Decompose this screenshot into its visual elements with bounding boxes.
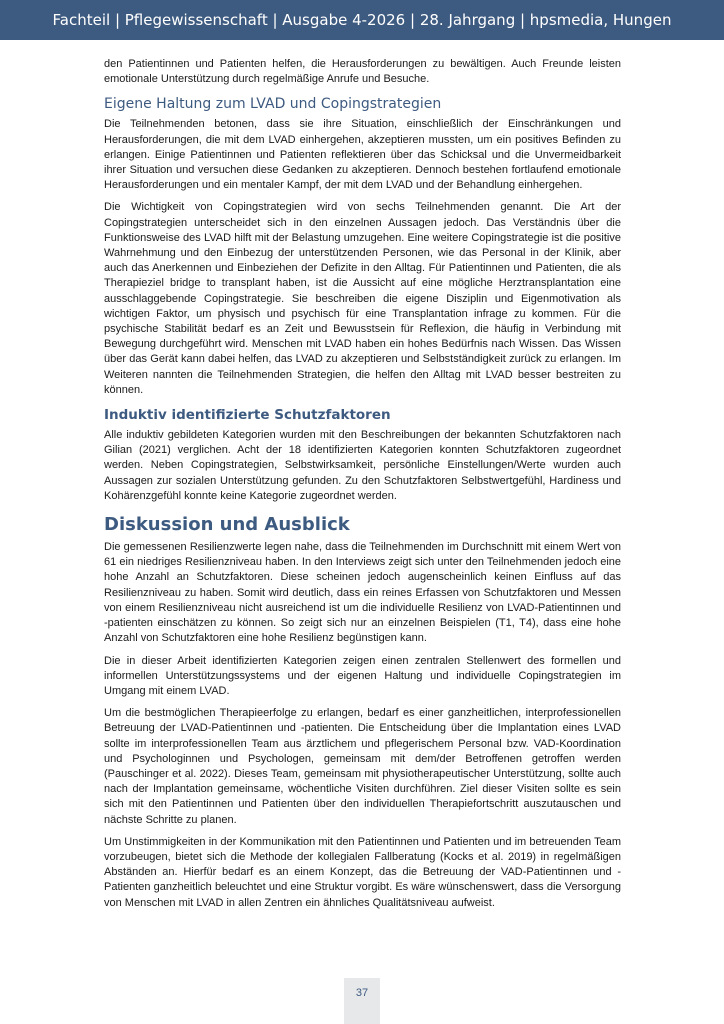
paragraph: Die Wichtigkeit von Copingstrategien wird von sechs Teilnehmenden genannt. Die Art der Copingstrategien unterscheidet sich in den einzelnen Aussagen jedoch. Das Verständnis über die Funktionsweise des LVAD hilft mit der Belastung umzugehen. Eine weitere Copingstrategie ist die positive Wahrnehmung und den Einbezug der unterstützenden Personen, wie das Personal in der Klinik, aber auch das Anerkennen und Einbeziehen der Defizite in den Alltag. Für Patientinnen und Patienten, die als Therapieziel bridge to transplant haben, ist die Aussicht auf eine mögliche Herztransplantation eine ausschlaggebende Copingstrategie. Sie beschreiben die eigene Disziplin und Eigenmotivation als wichtigen Faktor, um physisch und psychisch für eine Transplantation infrage zu kommen. Für die psychische Stabilität bedarf es an Zeit und Bewusstsein für Reflexion, die häufig in Verbindung mit Bewegung durchgeführt wird. Menschen mit LVAD haben ein hohes Bedürfnis nach Wissen. Das Wissen über das Gerät kann dabei helfen, das LVAD zu akzeptieren und Selbstständigkeit zurück zu erlangen. Im Weiteren nannten die Teilnehmenden Strategien, die helfen den Alltag mit LVAD besser bestreiten zu können.	[104, 201, 621, 396]
intro-paragraph: den Patientinnen und Patienten helfen, die Herausforderungen zu bewältigen. Auch Freunde leisten emotionale Unterstützung durch regelmäßige Anrufe und Besuche.	[104, 58, 621, 86]
paragraph: Um die bestmöglichen Therapieerfolge zu erlangen, bedarf es einer ganzheitlichen, interprofessionellen Betreuung der LVAD-Patientinnen und -patienten. Die Entscheidung über die Implantation eines LVAD sollte im interprofessionellen Team aus ärztlichem und pflegerischem Personal bzw. VAD-Koordination und Psychologinnen und Psychologen, gemeinsam mit dem/der Betroffenen getroffen werden (Pauschinger et al. 2022). Dieses Team, gemeinsam mit physiotherapeutischer Unterstützung, sollte auch nach der Implantation gemeinsame, wöchentliche Visiten durchführen. Ziel dieser Visiten sollte es sein sich mit den Patientinnen und Patienten über den individuellen Therapiefortschritt auszutauschen und nächste Schritte zu planen.	[104, 707, 621, 826]
page-number	[344, 978, 380, 1024]
paragraph: Die gemessenen Resilienzwerte legen nahe, dass die Teilnehmenden im Durchschnitt mit einem Wert von 61 ein niedriges Resilienzniveau haben. In den Interviews zeigt sich unter den Teilnehmenden jedoch eine hohe Anzahl an Schutzfaktoren. Diese scheinen jedoch augenscheinlich keinen Einfluss auf das Resilienzniveau zu haben. Somit wird deutlich, dass ein reines Erfassen von Schutzfaktoren und Messen von einem Resilienzniveau nicht ausreichend ist um die individuelle Resilienz von LVAD-Patientinnen und -patienten einschätzen zu können. So zeigt sich nur an einzelnen Beispielen (T1, T4), dass eine hohe Anzahl von Schutzfaktoren eine hohe Resilienz begünstigen kann.	[104, 541, 621, 645]
article-body	[104, 57, 621, 918]
paragraph: Um Unstimmigkeiten in der Kommunikation mit den Patientinnen und Patienten und im betreuenden Team vorzubeugen, bietet sich die Methode der kollegialen Fallberatung (Kocks et al. 2019) in regelmäßigen Abständen an. Hierfür bedarf es an einem Konzept, das die Betreuung der VAD-Patientinnen und -Patienten ganzheitlich beleuchtet und eine Struktur vorgibt. Es wäre wünschenswert, dass die Versorgung von Menschen mit LVAD in allen Zentren ein ähnliches Qualitätsniveau aufweist.	[104, 835, 621, 909]
heading-haltung: Eigene Haltung zum LVAD und Copingstrategien	[104, 96, 442, 113]
page-number-label: 37	[355, 987, 369, 999]
running-title: Fachteil | Pflegewissenschaft | Ausgabe 4-2026 | 28. Jahrgang | hpsmedia, Hungen	[52, 11, 672, 29]
paragraph: Die in dieser Arbeit identifizierten Kategorien zeigen einen zentralen Stellenwert des formellen und informellen Unterstützungssystems und der eigenen Haltung und individuelle Copingstrategien im Umgang mit einem LVAD.	[104, 654, 621, 697]
heading-diskussion: Diskussion und Ausblick	[104, 514, 350, 536]
running-header	[0, 0, 724, 40]
paragraph: Die Teilnehmenden betonen, dass sie ihre Situation, einschließlich der Einschränkungen und Herausforderungen, die mit dem LVAD einhergehen, akzeptieren mussten, um ein positives Befinden zu erlangen. Einige Patientinnen und Patienten reflektieren über das Schicksal und die Unvermeidbarkeit ihrer Situation und versuchen diese Gedanken zu akzeptieren. Dennoch bestehen fortlaufend emotionale Herausforderungen und ein mentaler Kampf, der mit dem LVAD und der Behandlung einhergehen.	[104, 118, 621, 192]
heading-schutzfaktoren: Induktiv identifizierte Schutzfaktoren	[104, 407, 391, 424]
paragraph: Alle induktiv gebildeten Kategorien wurden mit den Beschreibungen der bekannten Schutzfaktoren nach Gilian (2021) verglichen. Acht der 18 identifizierten Kategorien konnten Schutzfaktoren zugeordnet werden. Neben Copingstrategien, Selbstwirksamkeit, persönliche Einstellungen/Werte wurden auch Aussagen zur sozialen Unterstützung gefunden. Zu den Schutzfaktoren Selbstwertgefühl, Hardiness und Kohärenzgefühl konnte keine Kategorie zugeordnet werden.	[104, 429, 621, 502]
